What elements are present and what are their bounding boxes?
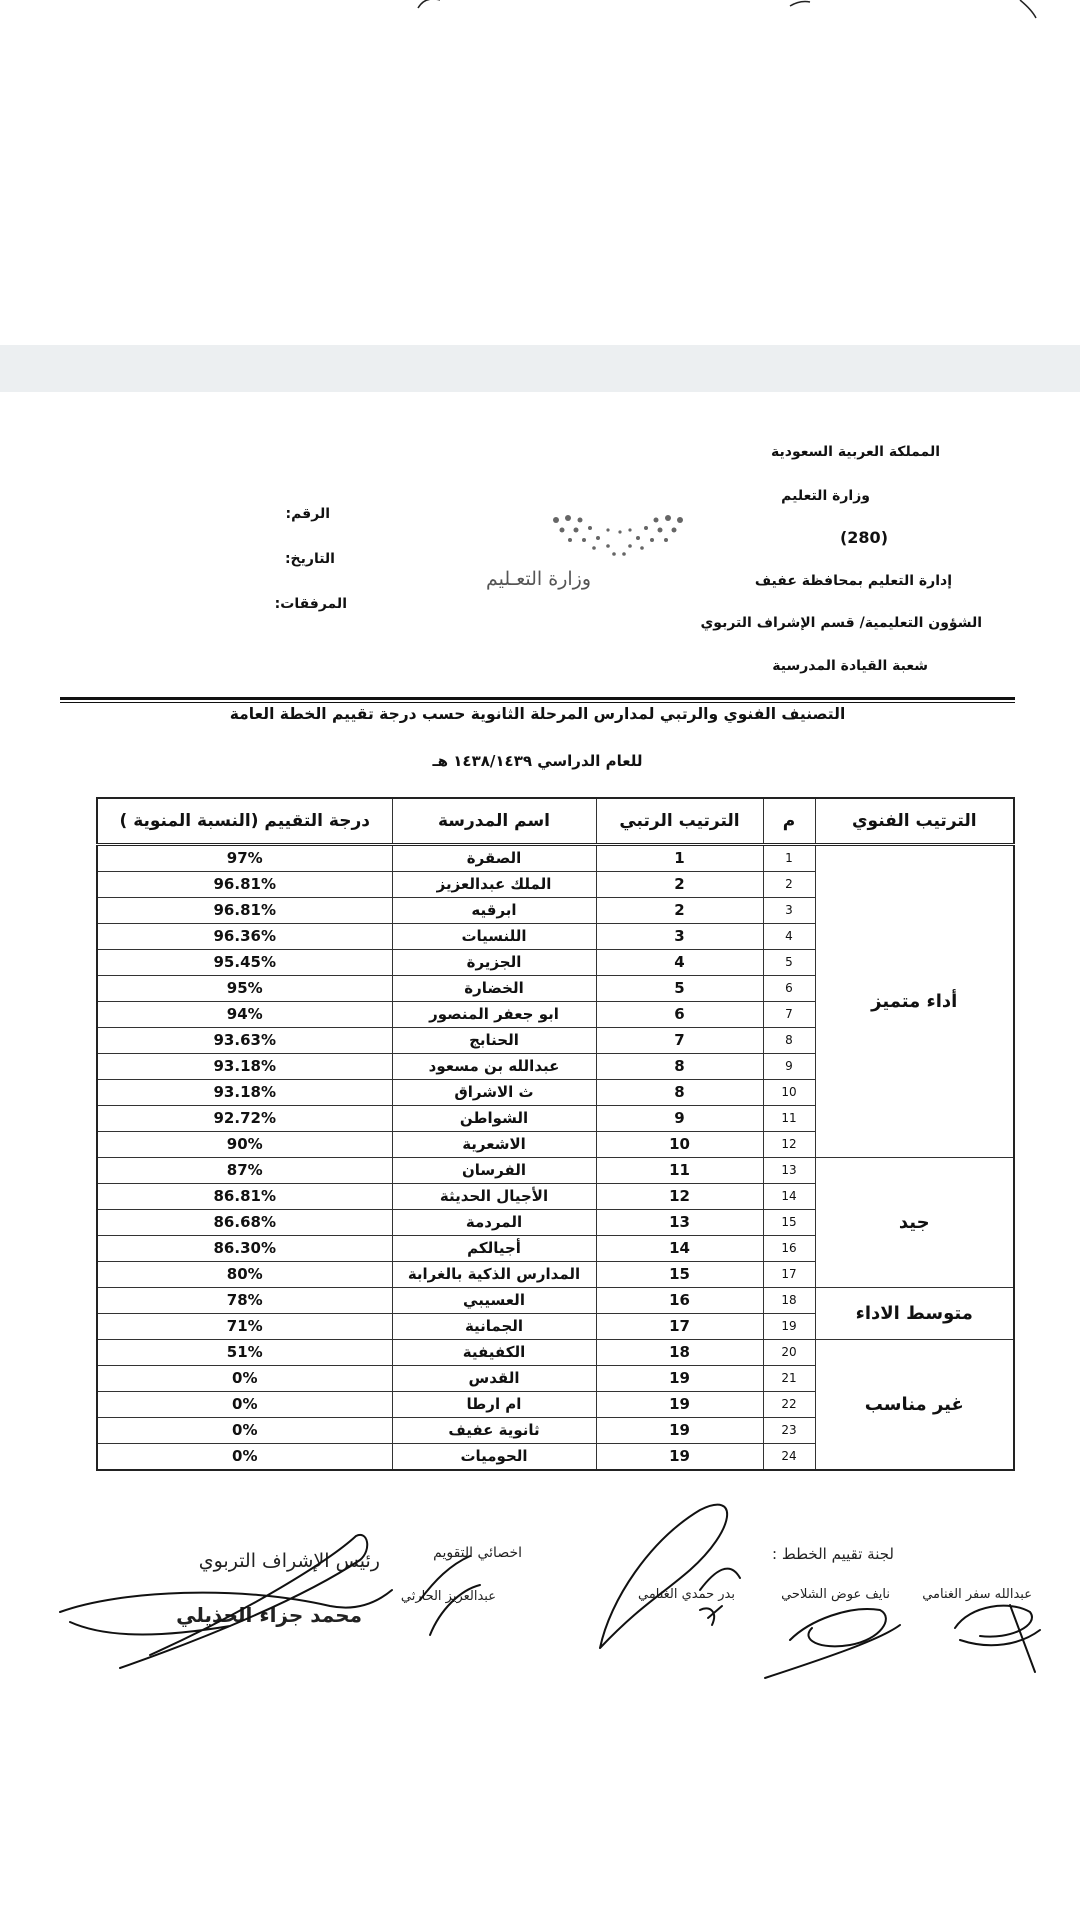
score-cell: 87% [97, 1158, 392, 1184]
rank-cell: 19 [596, 1366, 763, 1392]
rank-cell: 14 [596, 1236, 763, 1262]
ref-number-label: الرقم: [285, 506, 330, 522]
index-cell: 6 [763, 976, 815, 1002]
col-header-rank: الترتيب الرتبي [596, 798, 763, 845]
school-name-cell: الأجيال الحديثة [392, 1184, 596, 1210]
school-name-cell: الفرسان [392, 1158, 596, 1184]
index-cell: 14 [763, 1184, 815, 1210]
school-name-cell: الكفيفية [392, 1340, 596, 1366]
rank-cell: 9 [596, 1106, 763, 1132]
school-name-cell: المدارس الذكية بالغرابة [392, 1262, 596, 1288]
rank-cell: 16 [596, 1288, 763, 1314]
school-name-cell: الحنابج [392, 1028, 596, 1054]
index-cell: 16 [763, 1236, 815, 1262]
score-cell: 96.81% [97, 872, 392, 898]
category-cell: جيد [815, 1158, 1014, 1288]
col-header-school: اسم المدرسة [392, 798, 596, 845]
index-cell: 1 [763, 845, 815, 872]
school-name-cell: القدس [392, 1366, 596, 1392]
signature-member-3b [700, 1606, 722, 1625]
school-name-cell: الجزيرة [392, 950, 596, 976]
score-cell: 95% [97, 976, 392, 1002]
index-cell: 22 [763, 1392, 815, 1418]
rank-cell: 19 [596, 1392, 763, 1418]
rank-cell: 13 [596, 1210, 763, 1236]
signature-member-1 [955, 1605, 1040, 1672]
index-cell: 21 [763, 1366, 815, 1392]
ref-date-label: التاريخ: [284, 551, 335, 567]
index-cell: 5 [763, 950, 815, 976]
school-name-cell: العسيبي [392, 1288, 596, 1314]
school-name-cell: الملك عبدالعزيز [392, 872, 596, 898]
index-cell: 4 [763, 924, 815, 950]
index-cell: 11 [763, 1106, 815, 1132]
rank-cell: 19 [596, 1418, 763, 1444]
score-cell: 0% [97, 1418, 392, 1444]
score-cell: 78% [97, 1288, 392, 1314]
score-cell: 51% [97, 1340, 392, 1366]
header-ministry: وزارة التعليم [781, 488, 870, 504]
score-cell: 93.63% [97, 1028, 392, 1054]
rank-cell: 4 [596, 950, 763, 976]
school-name-cell: أجيالكم [392, 1236, 596, 1262]
header-directorate: إدارة التعليم بمحافظة عفيف [754, 573, 952, 589]
school-name-cell: ثانوية عفيف [392, 1418, 596, 1444]
category-cell: غير مناسب [815, 1340, 1014, 1471]
score-cell: 90% [97, 1132, 392, 1158]
committee-member-3: بدر حمدي الغنامي [637, 1587, 735, 1602]
score-cell: 93.18% [97, 1054, 392, 1080]
index-cell: 24 [763, 1444, 815, 1471]
index-cell: 10 [763, 1080, 815, 1106]
school-name-cell: ابو جعفر المنصور [392, 1002, 596, 1028]
header-section: شعبة القيادة المدرسية [772, 658, 928, 674]
index-cell: 23 [763, 1418, 815, 1444]
index-cell: 13 [763, 1158, 815, 1184]
signature-head [60, 1535, 392, 1668]
index-cell: 18 [763, 1288, 815, 1314]
signature-specialist [420, 1556, 480, 1635]
score-cell: 86.30% [97, 1236, 392, 1262]
col-header-index: م [763, 798, 815, 845]
rank-cell: 2 [596, 898, 763, 924]
col-header-score: درجة التقييم (النسبة المنوية ) [97, 798, 392, 845]
school-name-cell: عبدالله بن مسعود [392, 1054, 596, 1080]
index-cell: 9 [763, 1054, 815, 1080]
school-name-cell: الشواطن [392, 1106, 596, 1132]
index-cell: 8 [763, 1028, 815, 1054]
committee-member-2: نايف عوض الشلاحي [781, 1587, 890, 1602]
col-header-category: الترتيب الفنوي [815, 798, 1014, 845]
score-cell: 86.81% [97, 1184, 392, 1210]
rank-cell: 15 [596, 1262, 763, 1288]
score-cell: 92.72% [97, 1106, 392, 1132]
rank-cell: 1 [596, 845, 763, 872]
score-cell: 93.18% [97, 1080, 392, 1106]
school-name-cell: ابرقيه [392, 898, 596, 924]
rank-cell: 11 [596, 1158, 763, 1184]
committee-member-4: عبدالعزيز الحارثي [400, 1589, 496, 1604]
school-name-cell: الخضارة [392, 976, 596, 1002]
rank-cell: 6 [596, 1002, 763, 1028]
index-cell: 3 [763, 898, 815, 924]
rank-cell: 12 [596, 1184, 763, 1210]
category-cell: متوسط الاداء [815, 1288, 1014, 1340]
index-cell: 19 [763, 1314, 815, 1340]
supervision-head-name: محمد جزاء الحذيلي [176, 1603, 362, 1627]
signature-member-3 [600, 1505, 740, 1648]
score-cell: 0% [97, 1366, 392, 1392]
school-name-cell: اللنسيات [392, 924, 596, 950]
committee-label: لجنة تقييم الخطط : [772, 1545, 894, 1563]
score-cell: 97% [97, 845, 392, 872]
rank-cell: 10 [596, 1132, 763, 1158]
score-cell: 80% [97, 1262, 392, 1288]
rank-cell: 17 [596, 1314, 763, 1340]
rank-cell: 5 [596, 976, 763, 1002]
score-cell: 0% [97, 1392, 392, 1418]
ministry-logo-text: وزارة التعـليم [486, 568, 592, 590]
ref-attachments-label: المرفقات: [274, 596, 347, 612]
school-name-cell: الصقرة [392, 845, 596, 872]
score-cell: 71% [97, 1314, 392, 1340]
school-name-cell: ام ارطا [392, 1392, 596, 1418]
header-country: المملكة العربية السعودية [771, 444, 940, 460]
rank-cell: 8 [596, 1054, 763, 1080]
category-cell: أداء متميز [815, 845, 1014, 1158]
supervision-head-label: رئيس الإشراف التربوي [198, 1550, 380, 1572]
rank-cell: 19 [596, 1444, 763, 1471]
index-cell: 15 [763, 1210, 815, 1236]
header-doc-number: (280) [839, 528, 888, 547]
document-subtitle: للعام الدراسي ١٤٣٨/١٤٣٩ هـ [432, 752, 643, 770]
evaluation-specialist-label: اخصائي التقويم [433, 1545, 522, 1561]
index-cell: 17 [763, 1262, 815, 1288]
header-department: الشؤون التعليمية/ قسم الإشراف التربوي [700, 615, 982, 631]
index-cell: 7 [763, 1002, 815, 1028]
school-name-cell: الحوميات [392, 1444, 596, 1471]
index-cell: 12 [763, 1132, 815, 1158]
score-cell: 94% [97, 1002, 392, 1028]
school-name-cell: ث الاشراق [392, 1080, 596, 1106]
committee-member-1: عبدالله سفر الغنامي [922, 1587, 1032, 1602]
school-name-cell: الجمانية [392, 1314, 596, 1340]
rank-cell: 7 [596, 1028, 763, 1054]
school-name-cell: الاشعرية [392, 1132, 596, 1158]
score-cell: 96.81% [97, 898, 392, 924]
score-cell: 86.68% [97, 1210, 392, 1236]
school-name-cell: المردمة [392, 1210, 596, 1236]
rank-cell: 2 [596, 872, 763, 898]
score-cell: 96.36% [97, 924, 392, 950]
rank-cell: 3 [596, 924, 763, 950]
rank-cell: 18 [596, 1340, 763, 1366]
index-cell: 2 [763, 872, 815, 898]
document-title: التصنيف الفنوي والرتبي لمدارس المرحلة الثانوية حسب درجة تقييم الخطة العامة [229, 705, 846, 723]
score-cell: 0% [97, 1444, 392, 1471]
signature-member-2 [765, 1609, 900, 1678]
rank-cell: 8 [596, 1080, 763, 1106]
score-cell: 95.45% [97, 950, 392, 976]
index-cell: 20 [763, 1340, 815, 1366]
